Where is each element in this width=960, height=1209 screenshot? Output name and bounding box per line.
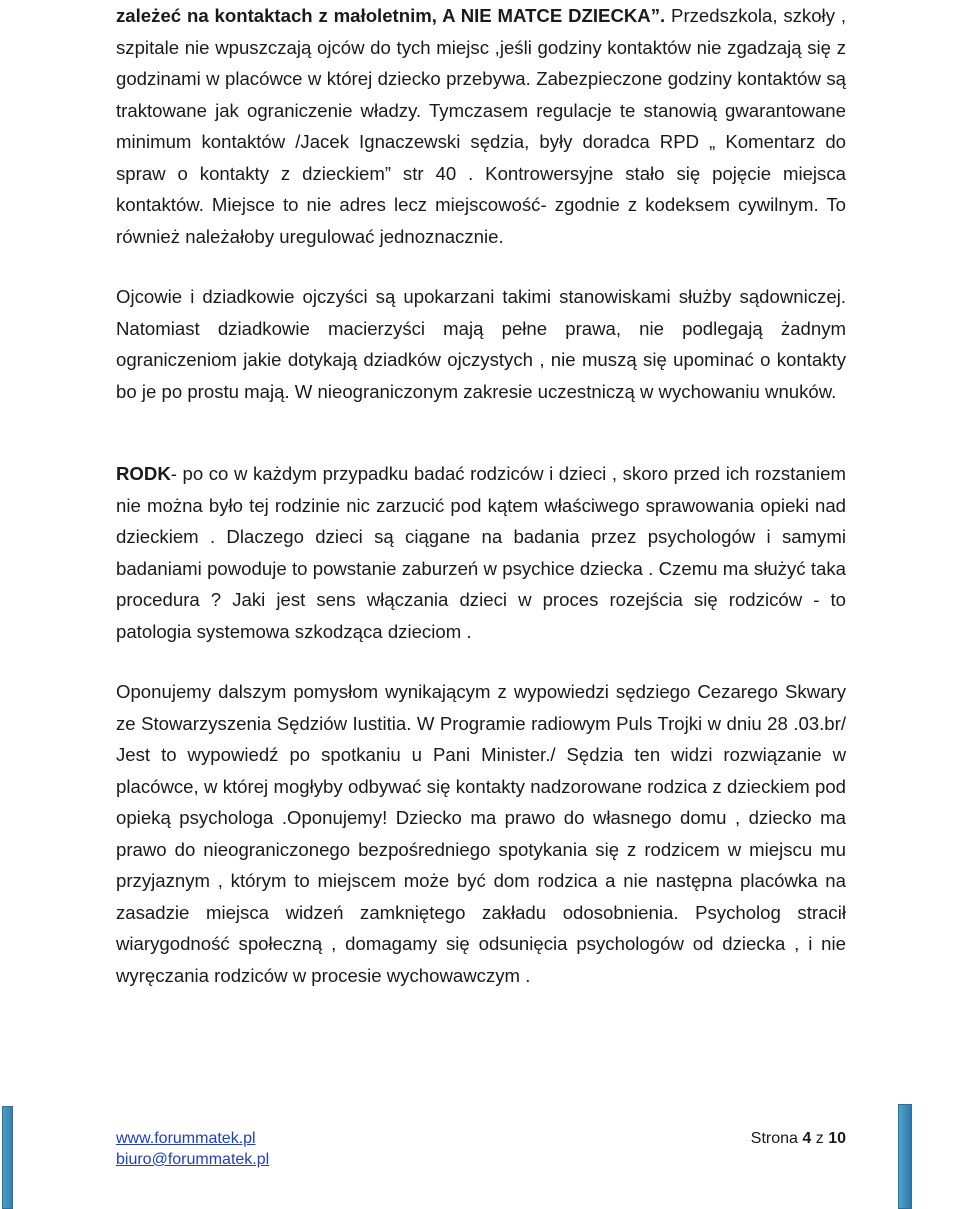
document-body: [116, 0, 846, 1013]
website-link[interactable]: www.forummatek.pl: [116, 1130, 256, 1147]
paragraph-3-text: - po co w każdym przypadku badać rodziców i dzieci , skoro przed ich rozstaniem nie można było tej rodzinie nic zarzucić pod kątem właściwego sprawowania opieki nad dzieckiem . Dlaczego dzieci są ciągane na badania przez psychologów i samymi badaniami powoduje to powstanie zaburzeń w psychice dziecka . Czemu ma służyć taka procedura ? Jaki jest sens włączania dzieci w proces rozejścia się rodziców - to patologia systemowa szkodząca dzieciom .: [116, 463, 846, 642]
paragraph-3: [116, 458, 846, 647]
paragraph-4: [116, 676, 846, 991]
paragraph-3-bold-prefix: RODK: [116, 463, 171, 484]
page-separator: z: [815, 1130, 824, 1147]
page-label: Strona: [750, 1130, 798, 1147]
email-link[interactable]: biuro@forummatek.pl: [116, 1151, 270, 1168]
page-edge-decoration-right: [898, 1104, 912, 1209]
paragraph-4-text: Oponujemy dalszym pomysłom wynikającym z wypowiedzi sędziego Cezarego Skwary ze Stowarzyszenia Sędziów Iustitia. W Programie radiowym Puls Trojki w dniu 28 .03.br/ Jest to wypowiedź po spotkaniu u Pani Minister./ Sędzia ten widzi rozwiązanie w placówce, w której mogłyby odbywać się kontakty nadzorowane rodzica z dzieckiem pod opieką psychologa .Oponujemy! Dziecko ma prawo do własnego domu , dziecko ma prawo do nieograniczonego bezpośredniego spotykania się z rodzicem w miejscu mu przyjaznym , którym to miejscem może być dom rodzica a nie następna placówka na zasadzie miejsca widzeń zamkniętego zakładu odosobnienia. Psycholog stracił wiarygodność społeczną , domagamy się odsunięcia psychologów od dziecka , i nie wyręczania rodziców w procesie wychowawczym .: [116, 681, 846, 986]
page-number: [751, 1128, 846, 1149]
paragraph-2-text: Ojcowie i dziadkowie ojczyści są upokarzani takimi stanowiskami służby sądowniczej. Natomiast dziadkowie macierzyści mają pełne prawa, nie podlegają żadnym ograniczeniom jakie dotykają dziadków ojczystych , nie muszą się upominać o kontakty bo je po prostu mają. W nieograniczonym zakresie uczestniczą w wychowaniu wnuków.: [116, 286, 846, 402]
page-current: 4: [802, 1130, 812, 1147]
paragraph-1-bold-prefix: zależeć na kontaktach z małoletnim, A NIE MATCE DZIECKA”.: [116, 5, 666, 26]
paragraph-2: [116, 281, 846, 407]
page-edge-decoration-left: [2, 1106, 13, 1209]
paragraph-1-text: Przedszkola, szkoły , szpitale nie wpuszczają ojców do tych miejsc ,jeśli godziny kontaktów nie zgadzają się z godzinami w placówce w której dziecko przebywa. Zabezpieczone godziny kontaktów są traktowane jak ograniczenie władzy. Tymczasem regulacje te stanowią gwarantowane minimum kontaktów /Jacek Ignaczewski sędzia, były doradca RPD „ Komentarz do spraw o kontakty z dzieckiem” str 40 . Kontrowersyjne stało się pojęcie miejsca kontaktów. Miejsce to nie adres lecz miejscowość- zgodnie z kodeksem cywilnym. To również należałoby uregulować jednoznacznie.: [116, 5, 846, 247]
footer-contact: [116, 1128, 269, 1170]
page-total: 10: [828, 1130, 846, 1147]
paragraph-1: [116, 0, 846, 252]
